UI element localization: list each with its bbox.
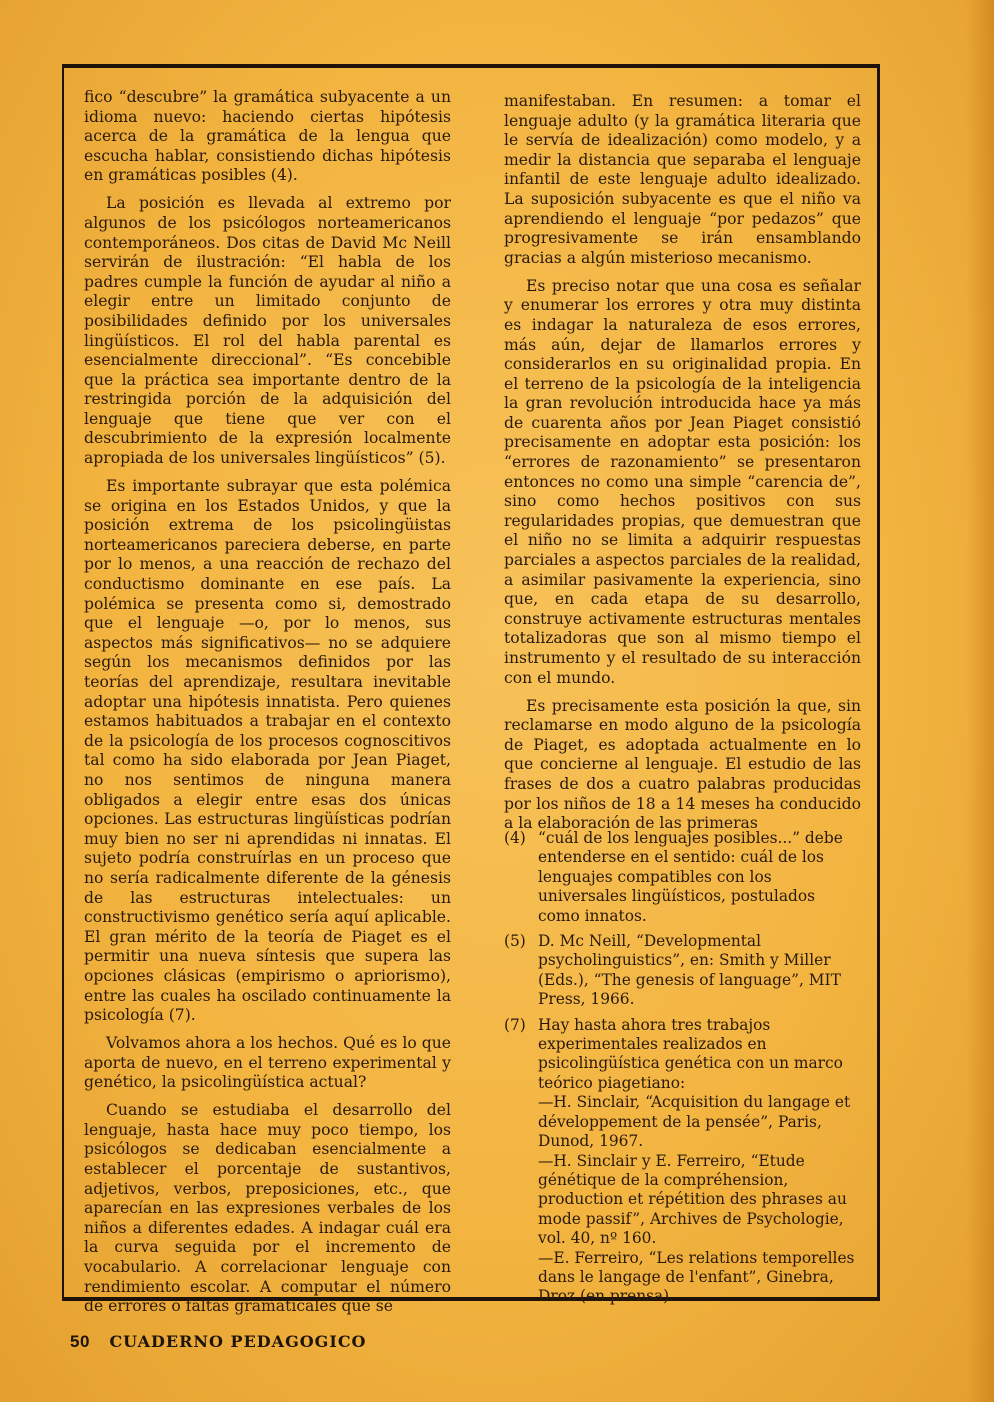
footnote-number: (5) <box>504 932 526 951</box>
paragraph: Es importante subrayar que esta polémica se origina en los Estados Unidos, y que la posición extrema de los psicolingüistas norteamericanos pareciera deberse, en parte por lo menos, a una reacción de rechazo del conductismo dominante en ese país. La polémica se presenta como si, demostrado que el lenguaje —o, por lo menos, sus aspectos más significativos— no se adquiere según los mecanismos definidos por las teorías del aprendizaje, resultara inevitable adoptar una hipótesis innatista. Pero quienes estamos habituados a trabajar en el contexto de la psicología de los procesos cognoscitivos tal como ha sido elaborada por Jean Piaget, no nos sentimos de ninguna manera obligados a elegir entre esas dos únicas opciones. Las estructuras lingüísticas podrían muy bien no ser ni aprendidas ni innatas. El sujeto podría construírlas en un proceso que no sería radicalmente diferente de la génesis de las estructuras intelectuales: un constructivismo genético sería aquí aplicable. El gran mérito de la teoría de Piaget es el permitir una nueva síntesis que supera las opciones clásicas (empirismo o apriorismo), entre las cuales ha oscilado continuamente la psicología (7). <box>84 477 451 1025</box>
footnote-number: (7) <box>504 1015 526 1034</box>
footnote-text <box>538 829 861 926</box>
paragraph: manifestaban. En resumen: a tomar el lenguaje adulto (y la gramática literaria que le servía de idealización) como modelo, y a medir la distancia que separaba el lenguaje infantil de este lenguaje adulto idealizado. La suposición subyacente es que el niño va aprendiendo el lenguaje “por pedazos” que progresivamente se irán ensamblando gracias a algún misterioso mecanismo. <box>504 92 861 267</box>
footnote-line: —H. Sinclair, “Acquisition du langage et développement de la pensée”, Paris, Dunod, 1967. <box>538 1093 851 1151</box>
page-number: 50 <box>70 1332 91 1351</box>
left-column <box>84 88 451 1325</box>
page-footer <box>70 1332 366 1352</box>
paragraph: fico “descubre” la gramática subyacente a un idioma nuevo: haciendo ciertas hipótesis acerca de la gramática de la lengua que escucha hablar, consistiendo dichas hipótesis en gramáticas posibles (4). <box>84 88 451 185</box>
footnote <box>504 1016 861 1307</box>
footnote-line: D. Mc Neill, “Developmental psycholinguistics”, en: Smith y Miller (Eds.), “The genesis of language”, MIT Press, 1966. <box>538 932 841 1009</box>
publication-title: CUADERNO PEDAGOGICO <box>109 1332 367 1351</box>
page-edge-shadow <box>966 0 994 1402</box>
footnote-line: —E. Ferreiro, “Les relations temporelles dans le langage de l'enfant”, Ginebra, Droz (en prensa). <box>538 1248 855 1306</box>
footnote-line: Hay hasta ahora tres trabajos experimentales realizados en psicolingüística genética con un marco teórico piagetiano: <box>538 1015 843 1092</box>
paragraph: Es preciso notar que una cosa es señalar y enumerar los errores y otra muy distinta es indagar la naturaleza de esos errores, más aún, dejar de llamarlos errores y considerarlos en su originalidad propia. En el terreno de la psicología de la inteligencia la gran revolución introducida hace ya más de cuarenta años por Jean Piaget consistió precisamente en adoptar esta posición: los “errores de razonamiento” se presentaron entonces no como una simple “carencia de”, sino como hechos positivos con sus regularidades propias, que demuestran que el niño no se limita a adquirir respuestas parciales a aspectos parciales de la realidad, a asimilar pasivamente la experiencia, sino que, en cada etapa de su desarrollo, construye activamente estructuras mentales totalizadoras que son al mismo tiempo el instrumento y el resultado de su interacción con el mundo. <box>504 276 861 687</box>
paragraph: La posición es llevada al extremo por algunos de los psicólogos norteamericanos contemporáneos. Dos citas de David Mc Neill servirán de ilustración: “El habla de los padres cumple la función de ayudar al niño a elegir entre un limitado conjunto de posibilidades definido por los universales lingüísticos. El rol del habla parental es esencialmente direccional”. “Es concebible que la práctica sea importante dentro de la restringida porción de la adquisición del lenguaje que tiene que ver con el descubrimiento de la expresión localmente apropiada de los universales lingüísticos” (5). <box>84 194 451 468</box>
footnote-number: (4) <box>504 829 526 847</box>
footnote <box>504 932 861 1010</box>
paragraph: Es precisamente esta posición la que, sin reclamarse en modo alguno de la psicología de Piaget, es adoptada actualmente en lo que concierne al lenguaje. El estudio de las frases de dos a cuatro palabras producidas por los niños de 18 a 14 meses ha conducido a la elaboración de las primeras <box>504 696 861 833</box>
footnotes <box>504 829 861 1313</box>
footnote <box>504 829 861 926</box>
footnote-text <box>538 1016 861 1307</box>
paragraph: Cuando se estudiaba el desarrollo del lenguaje, hasta hace muy poco tiempo, los psicólogos se dedicaban esencialmente a establecer el porcentaje de sustantivos, adjetivos, verbos, preposiciones, etc., que aparecían en las expresiones verbales de los niños a diferentes edades. A indagar cuál era la curva seguida por el incremento de vocabulario. A correlacionar lenguaje con rendimiento escolar. A computar el número de errores o faltas gramaticales que se <box>84 1101 451 1316</box>
footnote-line: “cuál de los lenguajes posibles...” debe entenderse en el sentido: cuál de los lenguajes compatibles con los universales lingüísticos, postulados como innatos. <box>538 829 843 925</box>
footnote-text <box>538 932 861 1010</box>
paragraph: Volvamos ahora a los hechos. Qué es lo que aporta de nuevo, en el terreno experimental y genético, la psicolingüística actual? <box>84 1034 451 1092</box>
footnote-line: —H. Sinclair y E. Ferreiro, “Etude génétique de la compréhension, production et répétition des phrases au mode passif”, Archives de Psychologie, vol. 40, nº 160. <box>538 1151 847 1248</box>
right-column <box>504 92 861 842</box>
